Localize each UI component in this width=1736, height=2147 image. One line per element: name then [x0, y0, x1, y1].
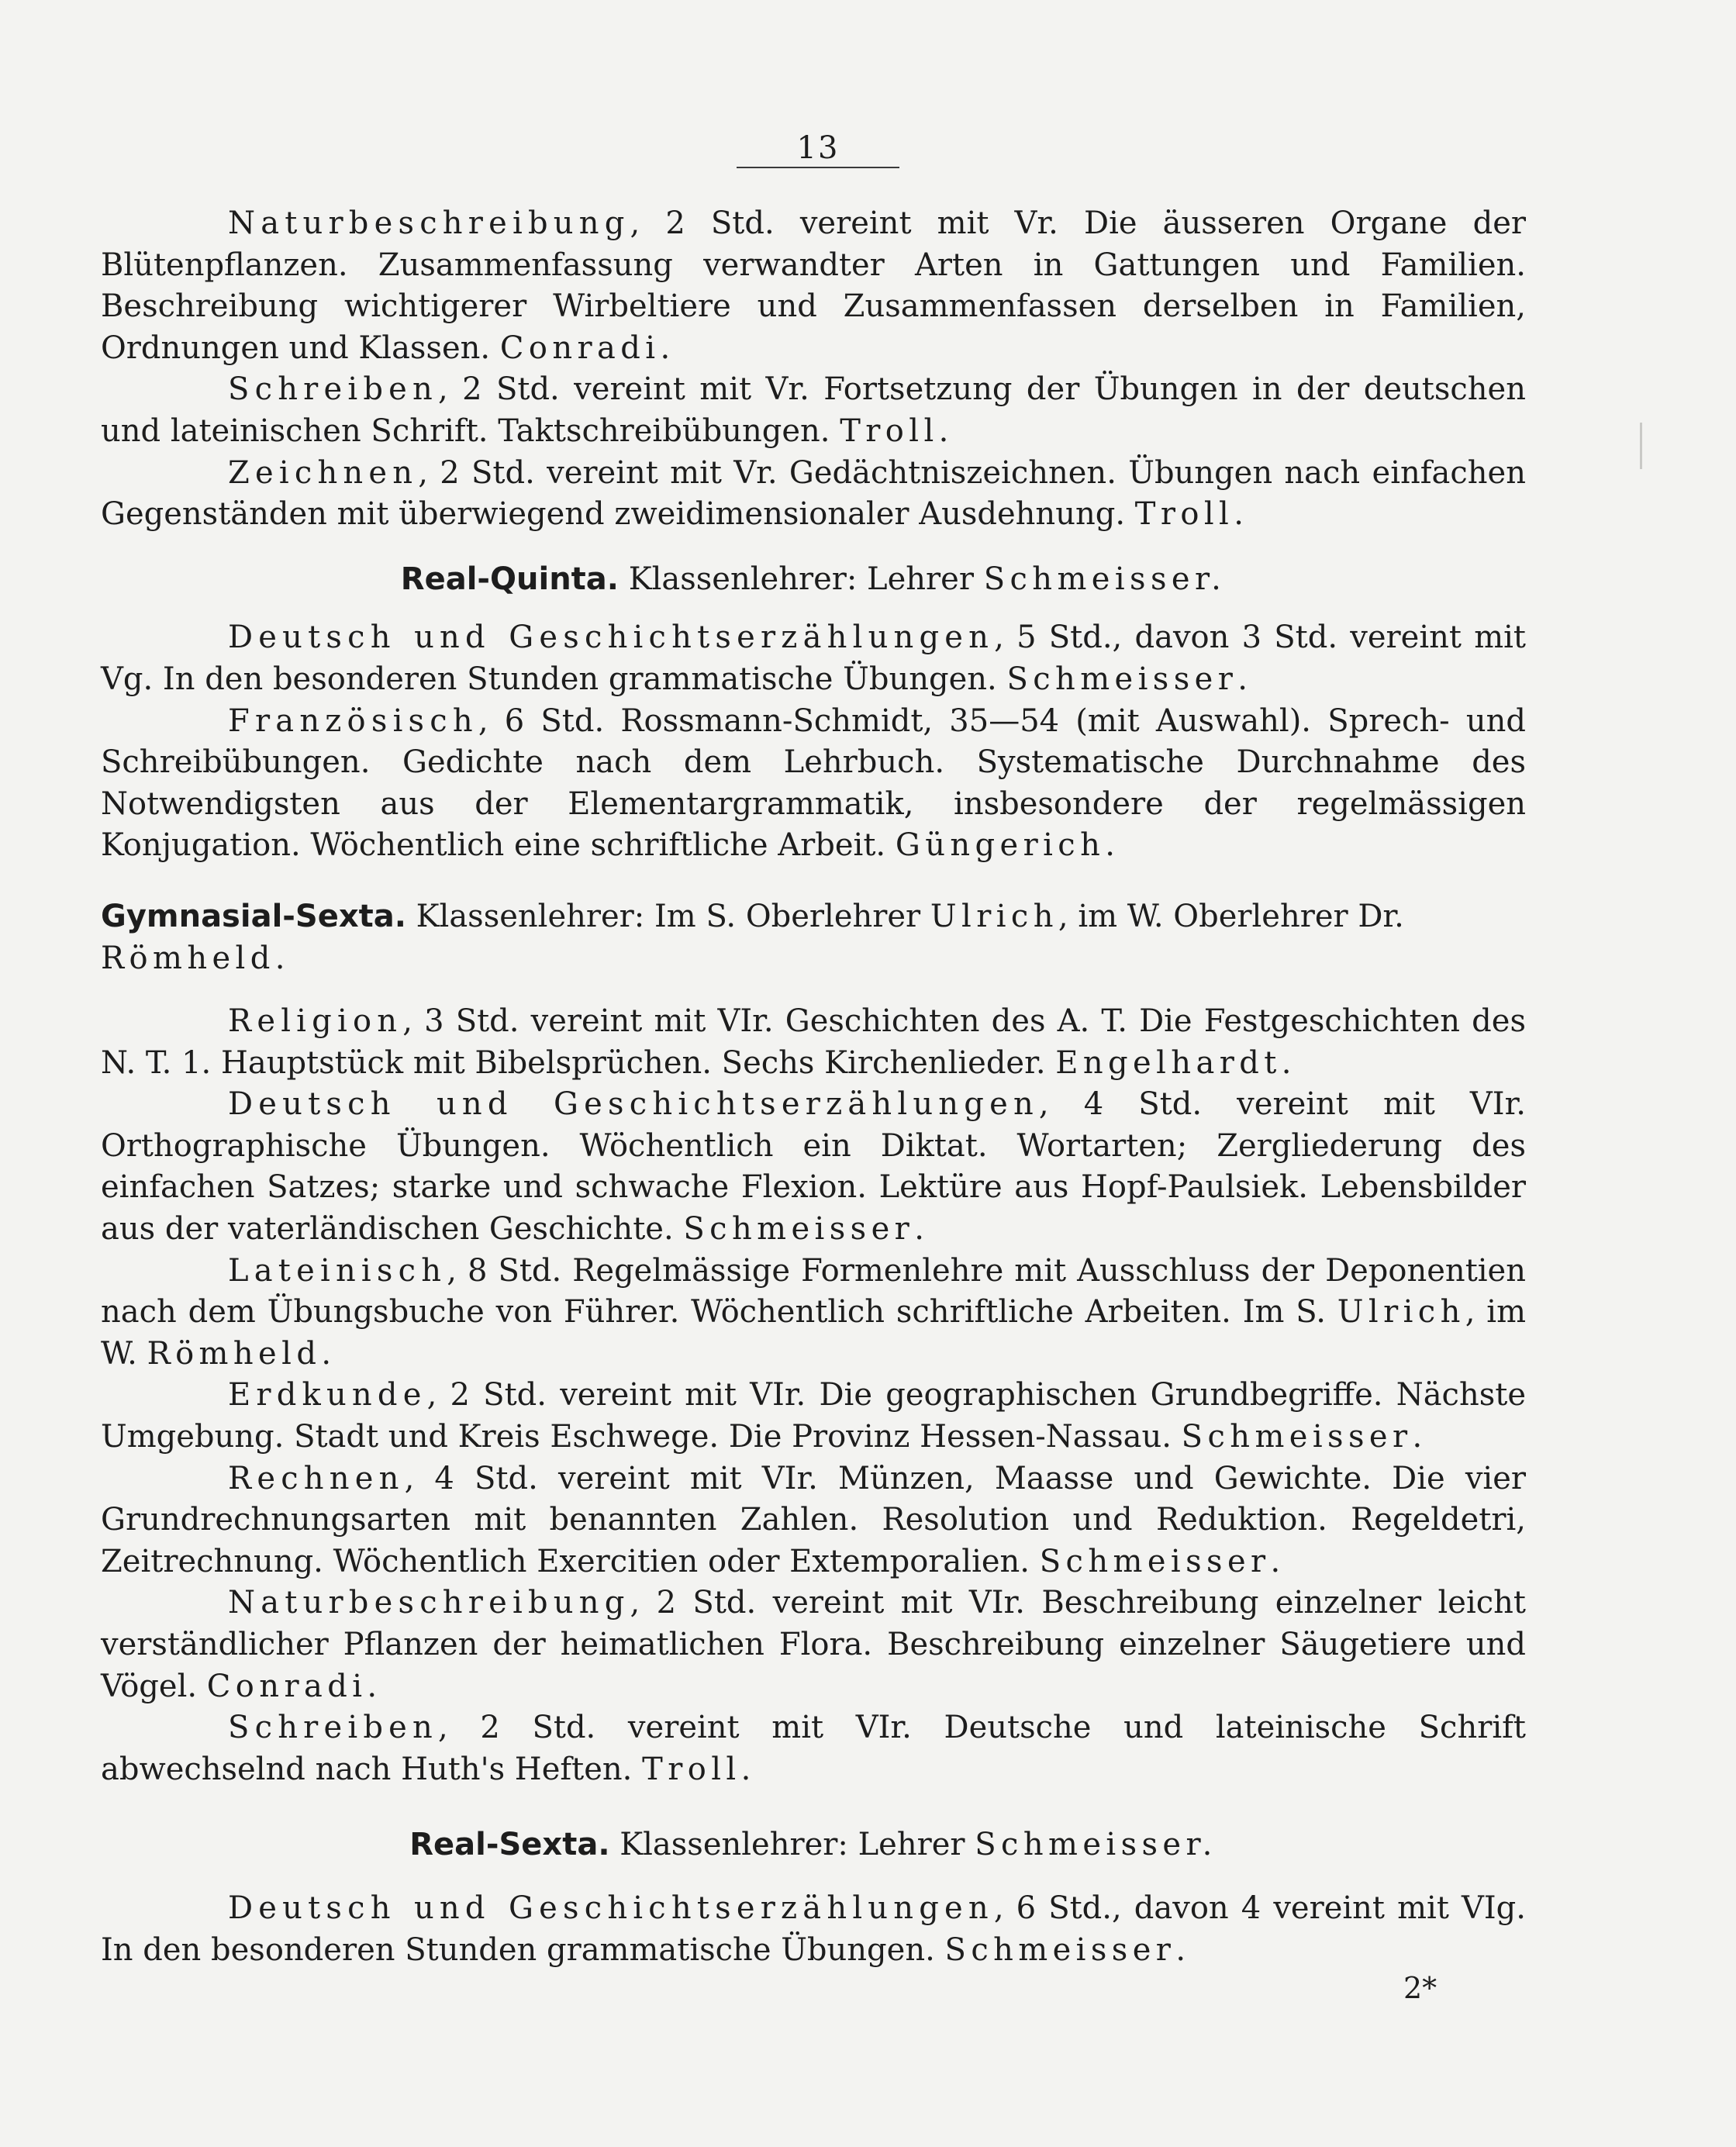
paragraph-text: , 2 Std. vereint mit VIr. Die geographischen Grundbegriffe. Nächste Umgebung. Stadt und Kreis Eschwege. Die Provinz Hessen-Nassau. [101, 1377, 1526, 1455]
paragraph-schreiben: Schreiben, 2 Std. vereint mit VIr. Deutsche und lateinische Schrift abwechselnd nach Huth's Heften. Troll. [101, 1710, 1526, 1787]
teacher-name: Schmeisser [1181, 1419, 1413, 1455]
paragraph-lateinisch: Lateinisch, 8 Std. Regelmässige Formenlehre mit Ausschluss der Deponentien nach dem Übungsbuche von Führer. Wöchentlich schriftliche Arbeiten. Im S. Ulrich, im W. Römheld. [101, 1252, 1526, 1372]
class-name: Real-Sexta. [409, 1827, 610, 1863]
teacher-name: Schmeisser [1039, 1543, 1271, 1579]
teacher-name: Schmeisser [1006, 661, 1238, 697]
teacher-name: Engelhardt [1055, 1044, 1282, 1081]
paragraph-franzoesisch: Französisch, 6 Std. Rossmann-Schmidt, 35—54 (mit Auswahl). Sprech- und Schreibübungen. Gedichte nach dem Lehrbuch. Systematische Durchnahme des Notwendigsten aus der Elementargrammatik, insbesondere der regelmässigen Konjugation. Wöchentlich eine schriftliche Arbeit. Güngerich. [101, 702, 1526, 864]
paragraph-text: , 8 Std. Regelmässige Formenlehre mit Ausschluss der Deponentien nach dem Übungsbuche von Führer. Wöchentlich schriftliche Arbeiten. Im S. [101, 1252, 1526, 1331]
subject: Lateinisch [228, 1252, 447, 1289]
teacher-name: Schmeisser. [975, 1827, 1217, 1863]
subject: Naturbeschreibung [228, 205, 630, 241]
page-number: 13 [796, 130, 840, 166]
subject: Deutsch und Geschichtserzählungen [228, 1086, 1039, 1123]
paragraph-text: , 2 Std. vereint mit VIr. Deutsche und lateinische Schrift abwechselnd nach Huth's Heften. [101, 1710, 1526, 1787]
paragraph-schreiben: Schreiben, 2 Std. vereint mit Vr. Fortsetzung der Übungen in der deutschen und lateinischen Schrift. Taktschreibübungen. Troll. [101, 371, 1526, 449]
subject: Zeichnen [228, 454, 419, 491]
section-heading-gymnasial-sexta: Gymnasial-Sexta. Klassenlehrer: Im S. Oberlehrer Ulrich, im W. Oberlehrer Dr. Römheld. [101, 898, 1404, 976]
teacher-name: Schmeisser [944, 1931, 1176, 1968]
subject: Erdkunde [228, 1377, 427, 1413]
header-rule [737, 167, 899, 168]
subject: Französisch [228, 702, 478, 739]
class-name: Gymnasial-Sexta. [101, 898, 406, 934]
class-name: Real-Quinta. [400, 561, 619, 597]
paragraph-text: , 2 Std. vereint mit Vr. Gedächtniszeichnen. Übungen nach einfachen Gegenständen mit überwiegend zweidimensionaler Ausdehnung. [101, 454, 1526, 533]
paragraph-erdkunde: Erdkunde, 2 Std. vereint mit VIr. Die geographischen Grundbegriffe. Nächste Umgebung. Stadt und Kreis Eschwege. Die Provinz Hessen-Nassau. Schmeisser. [101, 1377, 1526, 1455]
teacher-name: Conradi [206, 1668, 368, 1704]
teacher-name: Ulrich [1337, 1294, 1465, 1331]
teacher-name: Ulrich [930, 898, 1058, 934]
section-heading-real-sexta: Real-Sexta. Klassenlehrer: Lehrer Schmeisser. [409, 1827, 1217, 1863]
page-body [101, 203, 1526, 1971]
subject: Naturbeschreibung [228, 1585, 630, 1621]
subject: Schreiben [228, 1710, 438, 1746]
paragraph-text: , 5 Std., davon 3 Std. vereint mit Vg. In den besonderen Stunden grammatische Übungen. [101, 620, 1527, 697]
paragraph-text: , 2 Std. vereint mit VIr. Beschreibung einzelner leicht verständlicher Pflanzen der heimatlichen Flora. Beschreibung einzelner Säugetiere und Vögel. [101, 1585, 1526, 1704]
paragraph-naturbeschreibung: Naturbeschreibung, 2 Std. vereint mit VIr. Beschreibung einzelner leicht verständlicher Pflanzen der heimatlichen Flora. Beschreibung einzelner Säugetiere und Vögel. Conradi. [101, 1585, 1526, 1704]
teacher-name: Römheld [147, 1335, 322, 1372]
section-heading-real-quinta: Real-Quinta. Klassenlehrer: Lehrer Schmeisser. [400, 561, 1227, 597]
teacher-name: Schmeisser [683, 1211, 915, 1248]
teacher-name: Römheld [101, 940, 275, 976]
teacher-name: Troll [840, 412, 939, 449]
subject: Religion [228, 1003, 403, 1040]
paragraph-naturbeschreibung: Naturbeschreibung, 2 Std. vereint mit Vr. Die äusseren Organe der Blütenpflanzen. Zusammenfassung verwandter Arten in Gattungen und Familien. Beschreibung wichtigerer Wirbeltiere und Zusammenfassen derselben in Familien, Ordnungen und Klassen. Conradi. [101, 205, 1526, 366]
paragraph-text: , 3 Std. vereint mit VIr. Geschichten des A. T. Die Festgeschichten des N. T. 1. Hauptstück mit Bibelsprüchen. Sechs Kirchenlieder. [101, 1003, 1526, 1081]
teacher-name: Conradi [499, 330, 661, 366]
subject: Rechnen [228, 1460, 405, 1496]
paragraph-text: , 2 Std. vereint mit Vr. Die äusseren Organe der Blütenpflanzen. Zusammenfassung verwandter Arten in Gattungen und Familien. Beschreibung wichtigerer Wirbeltiere und Zusammenfassen derselben in Familien, Ordnungen und Klassen. [101, 205, 1526, 366]
paragraph-zeichnen: Zeichnen, 2 Std. vereint mit Vr. Gedächtniszeichnen. Übungen nach einfachen Gegenständen mit überwiegend zweidimensionaler Ausdehnung. Troll. [101, 454, 1526, 533]
paragraph-rechnen: Rechnen, 4 Std. vereint mit VIr. Münzen, Maasse und Gewichte. Die vier Grundrechnungsarten mit benannten Zahlen. Resolution und Reduktion. Regeldetri, Zeitrechnung. Wöchentlich Exercitien oder Extemporalien. Schmeisser. [101, 1460, 1526, 1579]
teacher-name: Güngerich [895, 827, 1106, 864]
teacher-name: Troll [1134, 496, 1234, 533]
signature-mark: 2* [1403, 1971, 1437, 2005]
paragraph-deutsch: Deutsch und Geschichtserzählungen, 6 Std., davon 4 vereint mit VIg. In den besonderen Stunden grammatische Übungen. Schmeisser. [101, 1890, 1526, 1968]
subject: Deutsch und Geschichtserzählungen [228, 620, 995, 656]
paragraph-religion: Religion, 3 Std. vereint mit VIr. Geschichten des A. T. Die Festgeschichten des N. T. 1. Hauptstück mit Bibelsprüchen. Sechs Kirchenlieder. Engelhardt. [101, 1003, 1526, 1081]
paragraph-text: , 6 Std. Rossmann-Schmidt, 35—54 (mit Auswahl). Sprech- und Schreibübungen. Gedichte nach dem Lehrbuch. Systematische Durchnahme des Notwendigsten aus der Elementargrammatik, insbesondere der regelmässigen Konjugation. Wöchentlich eine schriftliche Arbeit. [101, 702, 1526, 864]
paragraph-text: , 6 Std., davon 4 vereint mit VIg. In den besonderen Stunden grammatische Übungen. [101, 1890, 1526, 1968]
paragraph-deutsch: Deutsch und Geschichtserzählungen, 5 Std., davon 3 Std. vereint mit Vg. In den besonderen Stunden grammatische Übungen. Schmeisser. [101, 620, 1527, 697]
margin-mark [1640, 423, 1642, 469]
paragraph-text: , 4 Std. vereint mit VIr. Münzen, Maasse und Gewichte. Die vier Grundrechnungsarten mit benannten Zahlen. Resolution und Reduktion. Regeldetri, Zeitrechnung. Wöchentlich Exercitien oder Extemporalien. [101, 1460, 1526, 1579]
paragraph-deutsch: Deutsch und Geschichtserzählungen, 4 Std. vereint mit VIr. Orthographische Übungen. Wöchentlich ein Diktat. Wortarten; Zergliederung des einfachen Satzes; starke und schwache Flexion. Lektüre aus Hopf-Paulsiek. Lebensbilder aus der vaterländischen Geschichte. Schmeisser. [101, 1086, 1527, 1248]
paragraph-text: , 4 Std. vereint mit VIr. Orthographische Übungen. Wöchentlich ein Diktat. Wortarten; Zergliederung des einfachen Satzes; starke und schwache Flexion. Lektüre aus Hopf-Paulsiek. Lebensbilder aus der vaterländischen Geschichte. [101, 1086, 1527, 1248]
paragraph-text: , 2 Std. vereint mit Vr. Fortsetzung der Übungen in der deutschen und lateinischen Schrift. Taktschreibübungen. [101, 371, 1526, 449]
teacher-name: Schmeisser. [983, 561, 1227, 597]
teacher-name: Troll [642, 1751, 741, 1787]
subject: Schreiben [228, 371, 438, 408]
subject: Deutsch und Geschichtserzählungen [228, 1890, 994, 1926]
